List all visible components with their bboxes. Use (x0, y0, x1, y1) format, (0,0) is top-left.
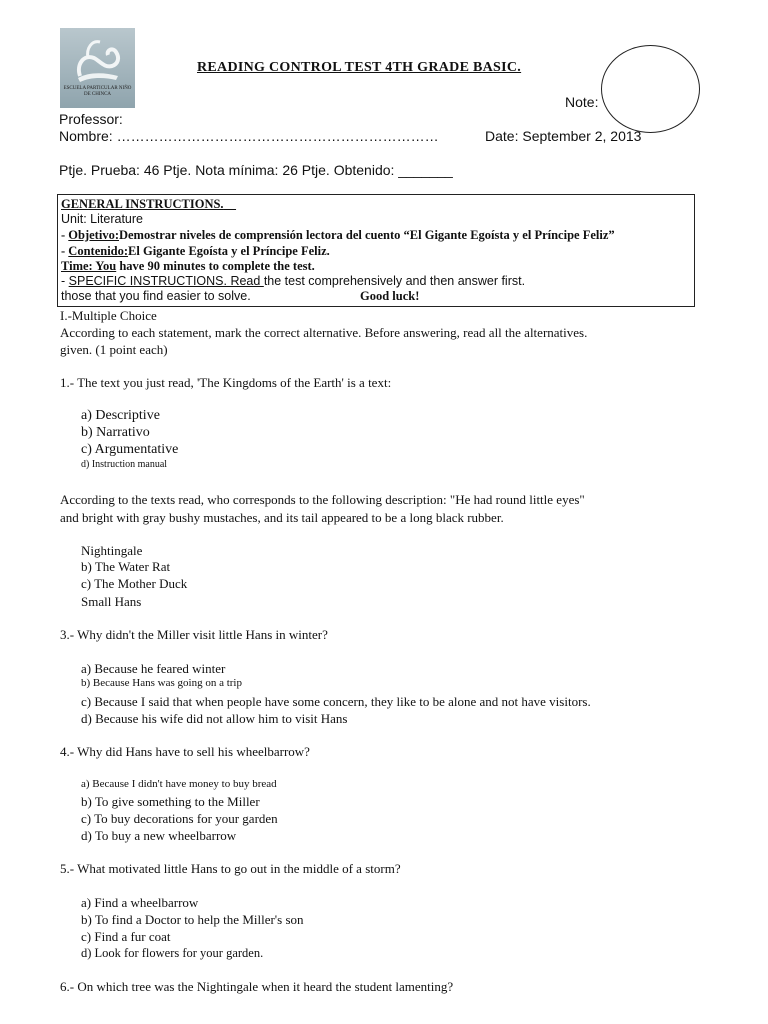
section-intro-2: given. (1 point each) (60, 342, 168, 357)
q3-option-d[interactable]: d) Because his wife did not allow him to visit Hans (81, 711, 348, 726)
grade-circle (601, 45, 700, 133)
school-logo (60, 28, 135, 108)
q1-option-c[interactable]: c) Argumentative (81, 442, 179, 457)
question-3: 3.- Why didn't the Miller visit little Hans in winter? (60, 627, 328, 642)
name-field: Nombre: …………………………………………………………… (59, 128, 439, 144)
q4-option-b[interactable]: b) To give something to the Miller (81, 794, 260, 809)
page-title: READING CONTROL TEST 4TH GRADE BASIC. (197, 60, 522, 75)
professor-label: Professor: (59, 111, 123, 127)
unit-line: Unit: Literature (61, 212, 143, 226)
q2-option-a[interactable]: Nightingale (81, 543, 143, 558)
content-line: - Contenido:El Gigante Egoísta y el Príncipe Feliz. (61, 244, 330, 258)
question-2: According to the texts read, who corresponds to the following description: "He had round little eyes" (60, 492, 585, 507)
q3-option-c[interactable]: c) Because I said that when people have some concern, they like to be alone and not have visitors. (81, 694, 591, 709)
good-luck-text: Good luck! (360, 289, 420, 303)
q4-option-c[interactable]: c) To buy decorations for your garden (81, 811, 278, 826)
question-6: 6.- On which tree was the Nightingale when it heard the student lamenting? (60, 979, 454, 994)
time-line: Time: You have 90 minutes to complete the test. (61, 259, 315, 273)
q5-option-c[interactable]: c) Find a fur coat (81, 929, 171, 944)
objective-line: - Objetivo:Demostrar niveles de comprensión lectora del cuento “El Gigante Egoísta y el Príncipe Feliz” (61, 228, 615, 242)
swan-icon (60, 28, 135, 88)
q2-option-c[interactable]: c) The Mother Duck (81, 576, 188, 591)
instructions-heading: GENERAL INSTRUCTIONS. (61, 197, 224, 211)
q3-option-b[interactable]: b) Because Hans was going on a trip (81, 677, 242, 689)
score-line: Ptje. Prueba: 46 Ptje. Nota mínima: 26 Ptje. Obtenido: _______ (59, 162, 453, 178)
question-5: 5.- What motivated little Hans to go out in the middle of a storm? (60, 861, 401, 876)
q4-option-a[interactable]: a) Because I didn't have money to buy bread (81, 778, 277, 790)
logo-caption: ESCUELA PARTICULAR NIÑO DE CHINCA (63, 86, 132, 97)
q1-option-d[interactable]: d) Instruction manual (81, 459, 168, 470)
specific-instructions-line-2: those that you find easier to solve. (61, 289, 251, 303)
q1-option-a[interactable]: a) Descriptive (81, 408, 160, 423)
question-4: 4.- Why did Hans have to sell his wheelbarrow? (60, 744, 310, 759)
note-label: Note: (565, 94, 599, 110)
question-2-line-2: and bright with gray bushy mustaches, and its tail appeared to be a long black rubber. (60, 510, 504, 525)
q2-option-b[interactable]: b) The Water Rat (81, 559, 171, 574)
question-1: 1.- The text you just read, 'The Kingdoms of the Earth' is a text: (60, 375, 392, 390)
q5-option-b[interactable]: b) To find a Doctor to help the Miller's son (81, 912, 304, 927)
instructions-box (57, 194, 695, 307)
q2-option-d[interactable]: Small Hans (81, 594, 142, 609)
q5-option-a[interactable]: a) Find a wheelbarrow (81, 895, 199, 910)
q1-option-b[interactable]: b) Narrativo (81, 425, 150, 440)
q4-option-d[interactable]: d) To buy a new wheelbarrow (81, 828, 237, 843)
date-label: Date: September 2, 2013 (485, 128, 642, 144)
specific-instructions-line: - SPECIFIC INSTRUCTIONS. Read the test comprehensively and then answer first. (61, 274, 526, 288)
section-intro: According to each statement, mark the correct alternative. Before answering, read all the alternatives. (60, 325, 588, 340)
section-title: I.-Multiple Choice (60, 308, 157, 323)
q5-option-d[interactable]: d) Look for flowers for your garden. (81, 946, 264, 960)
q3-option-a[interactable]: a) Because he feared winter (81, 661, 226, 676)
